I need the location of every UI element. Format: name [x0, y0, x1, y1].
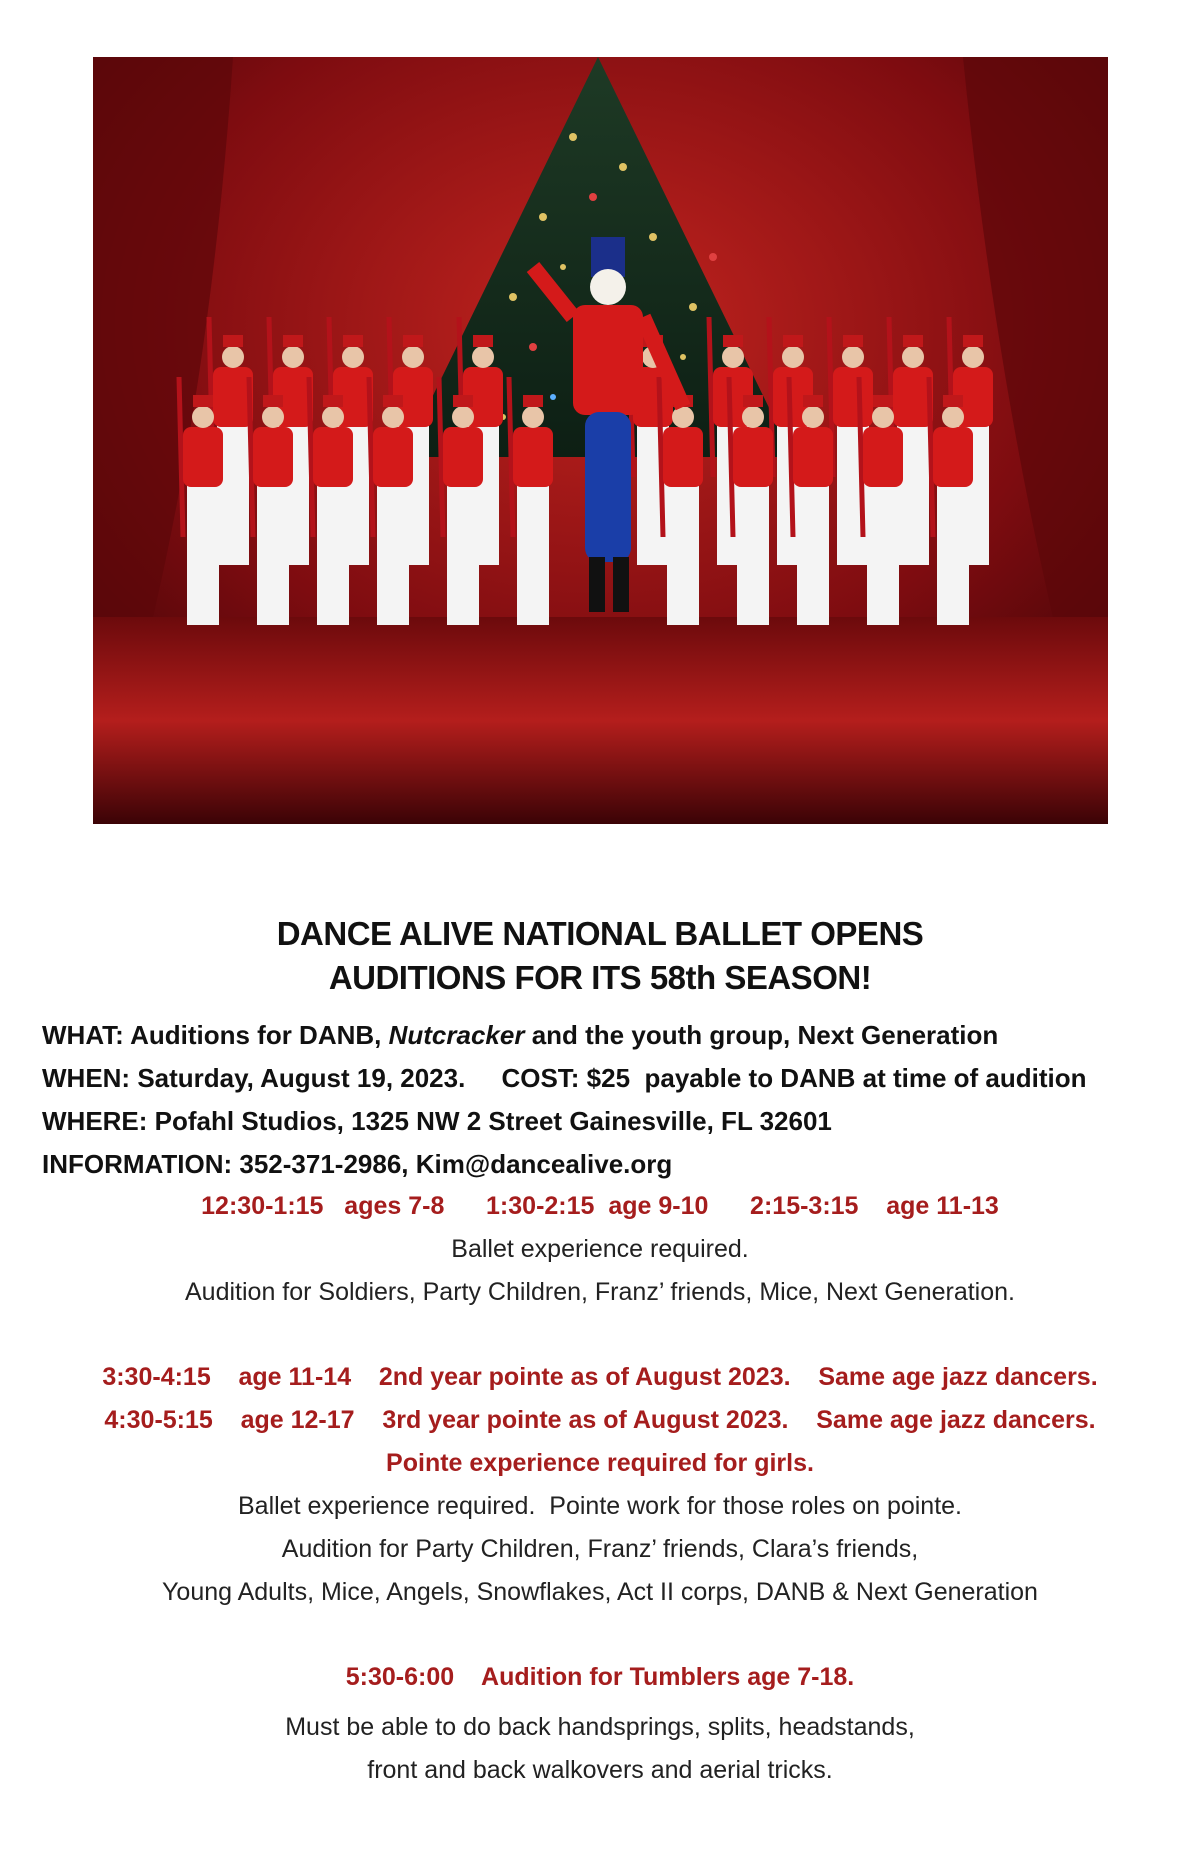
session3-requirement-1: Must be able to do back handsprings, splits, headstands, — [285, 1713, 915, 1741]
when-line: WHEN: Saturday, August 19, 2023. COST: $25 payable to DANB at time of audition — [42, 1063, 1087, 1093]
what-line — [42, 1020, 998, 1051]
session2-time-a: 3:30-4:15 age 11-14 2nd year pointe as of August 2023. Same age jazz dancers. — [102, 1363, 1098, 1391]
heading-line-2: AUDITIONS FOR ITS 58th SEASON! — [328, 959, 872, 996]
what-italic: Nutcracker — [388, 1020, 525, 1050]
what-suffix: and the youth group, Next Generation — [524, 1020, 999, 1050]
what-prefix: WHAT: Auditions for DANB, — [42, 1020, 389, 1050]
session3-requirement-2: front and back walkovers and aerial tricks. — [367, 1756, 833, 1784]
information-line: INFORMATION: 352-371-2986, Kim@dancealive.org — [42, 1149, 673, 1179]
session2-pointe-requirement: Pointe experience required for girls. — [386, 1449, 814, 1477]
session1-times: 12:30-1:15 ages 7-8 1:30-2:15 age 9-10 2:15-3:15 age 11-13 — [201, 1192, 999, 1220]
where-line: WHERE: Pofahl Studios, 1325 NW 2 Street Gainesville, FL 32601 — [42, 1106, 832, 1136]
session1-requirement: Ballet experience required. — [451, 1235, 749, 1263]
session1-roles: Audition for Soldiers, Party Children, Franz’ friends, Mice, Next Generation. — [185, 1278, 1015, 1306]
session2-requirement: Ballet experience required. Pointe work for those roles on pointe. — [237, 1492, 963, 1520]
session2-time-b: 4:30-5:15 age 12-17 3rd year pointe as of August 2023. Same age jazz dancers. — [104, 1406, 1096, 1434]
session2-roles-1: Audition for Party Children, Franz’ friends, Clara’s friends, — [281, 1535, 919, 1563]
session2-roles-2: Young Adults, Mice, Angels, Snowflakes, Act II corps, DANB & Next Generation — [162, 1578, 1038, 1606]
nutcracker-stage-photo — [93, 57, 1108, 824]
session3-time: 5:30-6:00 Audition for Tumblers age 7-18. — [345, 1663, 855, 1691]
heading-line-1: DANCE ALIVE NATIONAL BALLET OPENS — [276, 915, 924, 952]
